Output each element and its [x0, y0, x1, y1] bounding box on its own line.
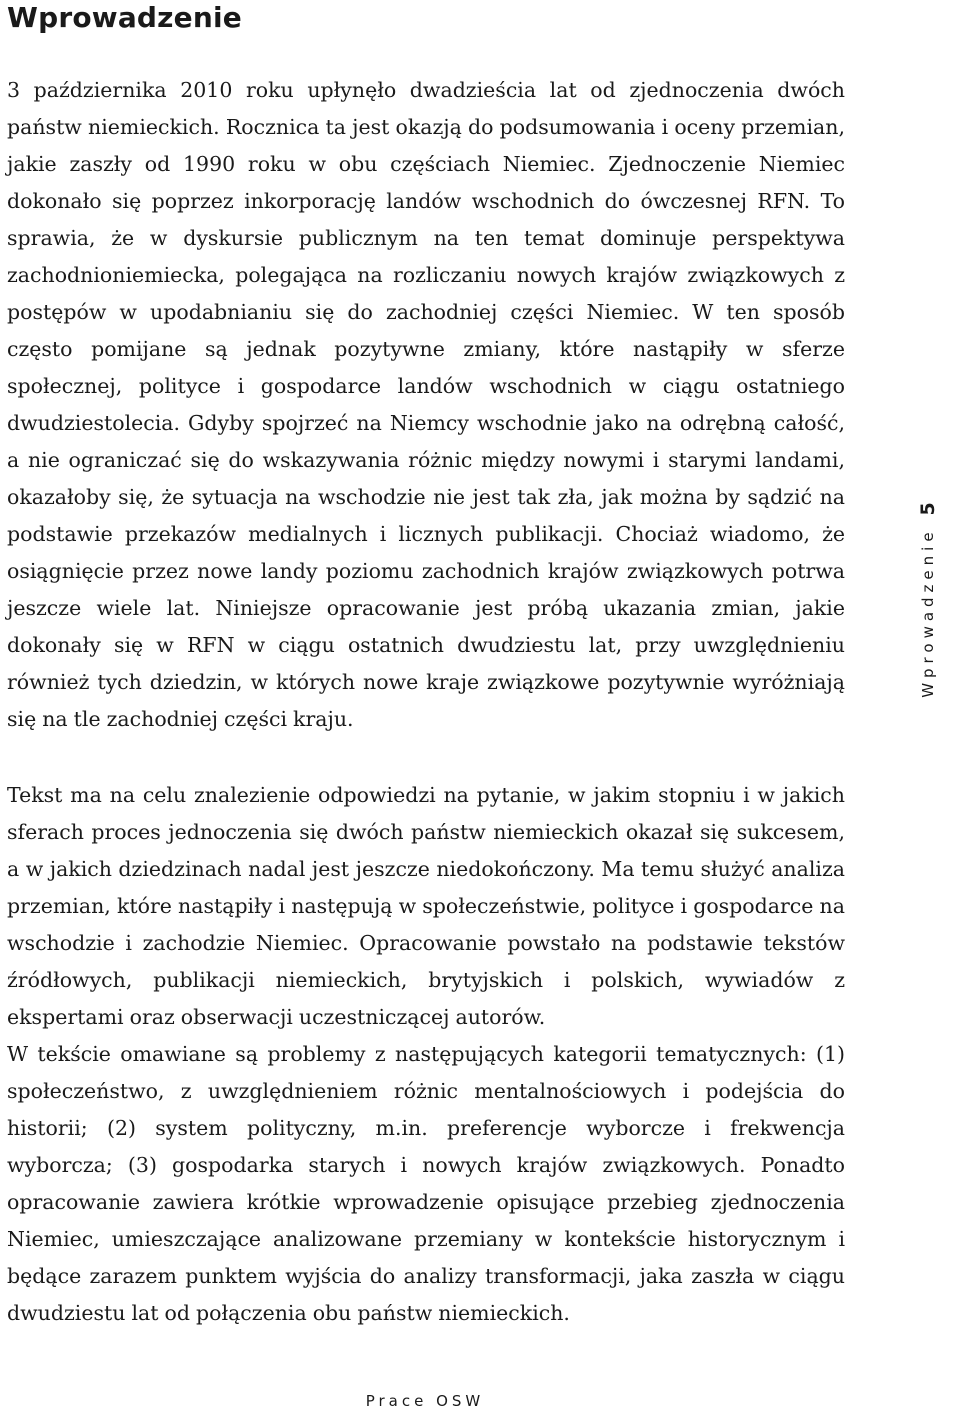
body-paragraph-1: 3 października 2010 roku upłynęło dwadzieścia lat od zjednoczenia dwóch państw niemieckich. Rocznica ta jest okazją do podsumowania i oceny przemian, jakie zaszły od 1990 roku w obu częściach Niemiec. Zjednoczenie Niemiec dokonało się poprzez inkorporację landów wschodnich do ówczesnej RFN. To sprawia, że w dyskursie publicznym na ten temat dominuje perspektywa zachodnioniemiecka, polegająca na rozliczaniu nowych krajów związkowych z postępów w upodabnianiu się do zachodniej części Niemiec. W ten sposób często pomijane są jednak pozytywne zmiany, które nastąpiły w sferze społecznej, polityce i gospodarce landów wschodnich w ciągu ostatniego dwudziestolecia. Gdyby spojrzeć na Niemcy wschodnie jako na odrębną całość, a nie ograniczać się do wskazywania różnic między nowymi i starymi landami, okazałoby się, że sytuacja na wschodzie nie jest tak zła, jak można by sądzić na podstawie przekazów medialnych i licznych publikacji. Chociaż wiadomo, że osiągnięcie przez nowe landy poziomu zachodnich krajów związkowych potrwa jeszcze wiele lat. Niniejsze opracowanie jest próbą ukazania zmian, jakie dokonały się w RFN w ciągu ostatnich dwudziestu lat, przy uwzględnieniu również tych dziedzin, w których nowe kraje związkowe pozytywnie wyróżniają się na tle zachodniej części kraju. [7, 78, 845, 731]
side-section-title: Wprowadzenie [919, 527, 937, 698]
body-paragraph-2: Tekst ma na celu znalezienie odpowiedzi na pytanie, w jakim stopniu i w jakich sferach proces jednoczenia się dwóch państw niemieckich okazał się sukcesem, a w jakich dziedzinach nadal jest jeszcze niedokończony. Ma temu służyć analiza przemian, które nastąpiły i następują w społeczeństwie, polityce i gospodarce na wschodzie i zachodzie Niemiec. Opracowanie powstało na podstawie tekstów źródłowych, publikacji niemieckich, brytyjskich i polskich, wywiadów z ekspertami oraz obserwacji uczestniczącej autorów. [7, 783, 845, 1029]
footer-series-title: Prace OSW [365, 1392, 485, 1410]
page-title: Wprowadzenie [7, 1, 242, 34]
page-number: 5 [917, 502, 939, 516]
body-paragraph-3: W tekście omawiane są problemy z następujących kategorii tematycznych: (1) społeczeństwo, z uwzględnieniem różnic mentalnościowych i podejścia do historii; (2) system polityczny, m.in. preferencje wyborcze i frekwencja wyborcza; (3) gospodarka starych i nowych krajów związkowych. Ponadto opracowanie zawiera krótkie wprowadzenie opisujące przebieg zjednoczenia Niemiec, umieszczające analizowane przemiany w kontekście historycznym i będące zarazem punktem wyjścia do analizy transformacji, jaka zaszła w ciągu dwudziestu lat od połączenia obu państw niemieckich. [7, 1042, 845, 1325]
side-running-header [906, 502, 950, 698]
